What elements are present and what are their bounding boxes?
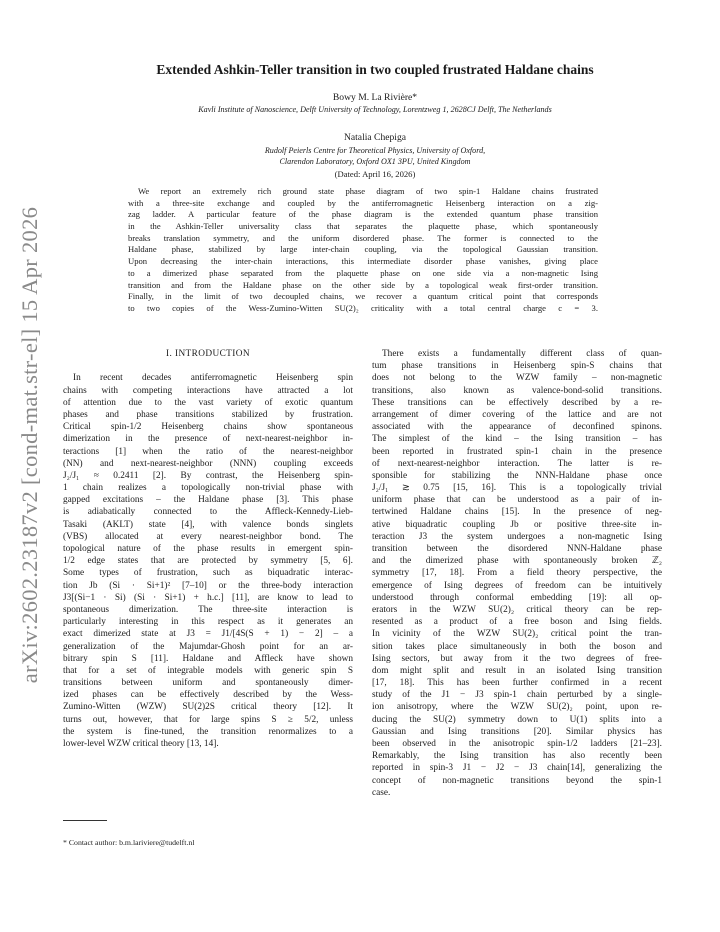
left-column-line: J3[(Si−1 · Si) (Si · Si+1) + h.c.] [11], are know to lead to	[63, 592, 353, 603]
abstract-line: zag ladder. A particular feature of the phase diagram is the extended quantum phase transition	[128, 209, 598, 220]
right-column-line: emergence of Ising degrees of freedom can be intuitively	[372, 580, 662, 591]
author-name-1: Bowy M. La Rivière*	[332, 92, 418, 103]
right-column-line: Ising sectors, but away from it the two degrees of free-	[372, 653, 662, 664]
right-column-line: These transitions can be effectively described by a re-	[372, 397, 662, 408]
right-column-line: case.	[372, 787, 391, 798]
right-column-line: transition between the disordered NNN-Haldane phase	[372, 544, 662, 554]
section-heading-introduction: I. INTRODUCTION	[166, 349, 250, 359]
footnote-contact: * Contact author: b.m.lariviere@tudelft.nl	[63, 838, 195, 847]
right-column-line: dom might split and result in an isolated Ising transition	[372, 665, 662, 676]
left-column-line: spontaneous dimerization. The three-site interaction is	[63, 604, 353, 615]
author-affiliation-1: Kavli Institute of Nanoscience, Delft University of Technology, Lorentzweg 1, 2628CJ Delft, The Netherlands	[198, 105, 552, 114]
right-column-line: ative biquadratic coupling Jb or positive three-site in-	[372, 519, 662, 530]
right-column-line: ion anisotropy, where the WZW SU(2)₂ point, upon re-	[372, 702, 662, 713]
right-column-line: of next-nearest-neighbor interaction. The latter is re-	[372, 458, 662, 469]
right-column-line: been reported in frustrated spin-1 chain in the presence	[372, 446, 662, 457]
dated-line: (Dated: April 16, 2026)	[334, 169, 416, 179]
right-column-line: The simplest of the kind – the Ising transition – has	[372, 434, 662, 445]
right-column-line: tertwined Haldane chains [15]. In the presence of neg-	[372, 507, 662, 518]
abstract-line: Upon decreasing the inter-chain interactions, this intermediate disorder phase vanishes, giving place	[128, 256, 598, 267]
right-column-line: teraction J3 the system undergoes a non-magnetic Ising	[372, 531, 662, 542]
right-column-line: arrangement of dimer covering of the lattice and are not	[372, 409, 662, 420]
right-column-line: study of the J1 − J3 spin-1 chain perturbed by a single-	[372, 690, 662, 701]
right-column-line: Remarkably, the Ising transition has also recently been	[372, 751, 662, 762]
left-column	[63, 348, 353, 750]
left-column-line: Tasaki (AKLT) state [4], with valence bonds singlets	[63, 519, 353, 530]
left-column-line: lower-level WZW critical theory [13, 14].	[63, 739, 219, 749]
left-column-line: particularly interesting in this respect as it generates an	[63, 617, 353, 628]
right-column-line: sition takes place simultaneously in both the boson and	[372, 641, 662, 652]
left-column-line: phases and phase transitions stabilized by frustration.	[63, 409, 353, 420]
left-column-line: topological nature of the phase results in emergent spin-	[63, 544, 353, 554]
right-column-line: associated with the appearance of deconfined spinons.	[372, 422, 662, 433]
abstract-line: We report an extremely rich ground state phase diagram of two spin-1 Haldane chains frustrated	[138, 186, 598, 196]
abstract-line: Haldane phase, stabilized by large inter-chain coupling, via the topological Gaussian transition.	[128, 244, 598, 255]
abstract-line: to two copies of the Wess-Zumino-Witten SU(2)₂ criticality with a total central charge c = 3.	[128, 302, 598, 313]
author-affiliation-2a: Rudolf Peierls Centre for Theoretical Physics, University of Oxford,	[264, 146, 486, 155]
left-column-line: turns out, however, that for large spins S ≥ 5/2, unless	[63, 714, 353, 725]
right-column-line: understood through conformal embedding [19]: all op-	[372, 592, 662, 603]
right-column-line: transitions, also known as valence-bond-solid transitions.	[372, 385, 662, 396]
left-column-line: ized phases can be effectively described by the Wess-	[63, 690, 353, 701]
right-column-line: symmetry [17, 18]. From a field theory perspective, the	[372, 568, 662, 579]
right-column-line: been observed in the anisotropic spin-1/2 ladders [21–23].	[372, 739, 662, 749]
right-column-line: reported in spin-3 J1 − J2 − J3 chain[14], generalizing the	[372, 763, 662, 774]
right-column-line: and the dimerized phase with spontaneously broken ℤ₂	[372, 556, 662, 567]
left-column-line: gapped excitations – the Haldane phase [3]. This phase	[63, 495, 353, 506]
right-column-line: tum phase transitions in Heisenberg spin-S chains that	[372, 361, 662, 372]
left-column-line: tion Jb (Si · Si+1)² [7–10] or the three-body interaction	[63, 580, 353, 591]
right-column-line: erators in the WZW SU(2)₂ critical theory can be rep-	[372, 604, 662, 615]
left-column-line: Some types of frustration, such as biquadratic interac-	[63, 568, 353, 579]
left-column-line: generalization of the Majumdar-Ghosh point for an ar-	[63, 641, 353, 652]
left-column-line: J₂/J₁ ≈ 0.2411 [2]. By contrast, the Heisenberg spin-	[63, 470, 353, 481]
author-name-2: Natalia Chepiga	[343, 132, 407, 143]
abstract-line: with a three-site exchange and coupled by the antiferromagnetic Heisenberg interaction on a zig-	[128, 197, 598, 208]
left-column-line: Critical spin-1/2 Heisenberg chains show spontaneous	[63, 422, 353, 433]
section-gap	[63, 360, 353, 372]
abstract	[128, 186, 598, 315]
left-column-line: bitrary spin S [11]. Haldane and Affleck have shown	[63, 653, 353, 664]
right-column-line: resented as a product of a free boson and Ising fields.	[372, 617, 662, 628]
left-column-line: the system is fine-tuned, the transition renormalizes to a	[63, 726, 353, 737]
abstract-line: to a dimerized phase separated from the plaquette phase on one side via a non-magnetic Ising	[128, 267, 598, 278]
left-column-line: transitions between uniform and spontaneously dimer-	[63, 678, 353, 689]
left-column-line: that for a set of integrable models with generic spin S	[63, 665, 353, 676]
left-column-line: exact dimerized state at J3 = J1/[4S(S + 1) − 2] – a	[63, 629, 353, 640]
left-column-line: 1/2 edge states that are protected by symmetry [5, 6].	[63, 556, 353, 567]
left-column-line: chains with competing interactions have attracted a lot	[63, 385, 353, 396]
footnote-rule	[63, 820, 107, 821]
right-column-line: [17, 18]. This has been further confirmed in a recent	[372, 678, 662, 689]
left-column-line: dimerization in the presence of next-nearest-neighbor in-	[63, 434, 353, 445]
left-column-line: is adiabatically connected to the Affleck-Kennedy-Lieb-	[63, 507, 353, 518]
left-column-line: of attention due to the vast variety of exotic quantum	[63, 397, 353, 408]
left-column-line: Zumino-Witten (WZW) SU(2)2S critical theory [12]. It	[63, 702, 353, 713]
right-column-line: Gaussian and Ising transitions [20]. Similar physics has	[372, 726, 662, 737]
left-column-line: 1 chain realizes a topologically non-trivial phase with	[63, 483, 353, 494]
right-column-line: does not belong to the WZW family – non-magnetic	[372, 373, 662, 384]
right-column	[372, 348, 662, 799]
right-column-line: uniform phase that can be understood as a pair of in-	[372, 495, 662, 506]
abstract-line: breaks translation symmetry, and the uniform disordered phase. The former is connected to the	[128, 232, 598, 243]
arxiv-identifier: arXiv:2602.23187v2 [cond-mat.str-el] 15 Apr 2026	[17, 206, 42, 684]
left-column-line: teractions [1] when the ratio of the nearest-neighbor	[63, 446, 353, 457]
left-column-line: (NN) and next-nearest-neighbor (NNN) coupling exceeds	[63, 458, 353, 469]
right-column-line: ducing the SU(2) symmetry down to U(1) splits into a	[372, 714, 662, 725]
left-column-line: In recent decades antiferromagnetic Heisenberg spin	[73, 373, 353, 384]
abstract-line: Finally, in the limit of two decoupled chains, we recover a quantum critical point that corresponds	[128, 291, 598, 302]
author-affiliation-2b: Clarendon Laboratory, Oxford OX1 3PU, United Kingdom	[279, 157, 471, 166]
left-column-line: (VBS) allocated at every nearest-neighbor bond. The	[63, 531, 353, 542]
right-column-line: J₂/J₁ ≳ 0.75 [15, 16]. This is a topologically trivial	[372, 483, 662, 494]
abstract-line: in the Ashkin-Teller universality class that separates the plaquette phase, which spontaneously	[128, 221, 598, 232]
arxiv-sidebar	[10, 206, 50, 684]
right-column-line: sponsible for stabilizing the NNN-Haldane phase once	[372, 470, 662, 481]
abstract-line: transition and from the Haldane phase on the other side by a topological weak first-order transition.	[128, 279, 598, 290]
right-column-line: There exists a fundamentally different class of quan-	[382, 349, 662, 359]
right-column-line: concept of non-magnetic transitions beyond the spin-1	[372, 775, 662, 786]
right-column-line: In vicinity of the WZW SU(2)₂ critical point the tran-	[372, 629, 662, 640]
paper-title: Extended Ashkin-Teller transition in two coupled frustrated Haldane chains	[156, 62, 594, 77]
